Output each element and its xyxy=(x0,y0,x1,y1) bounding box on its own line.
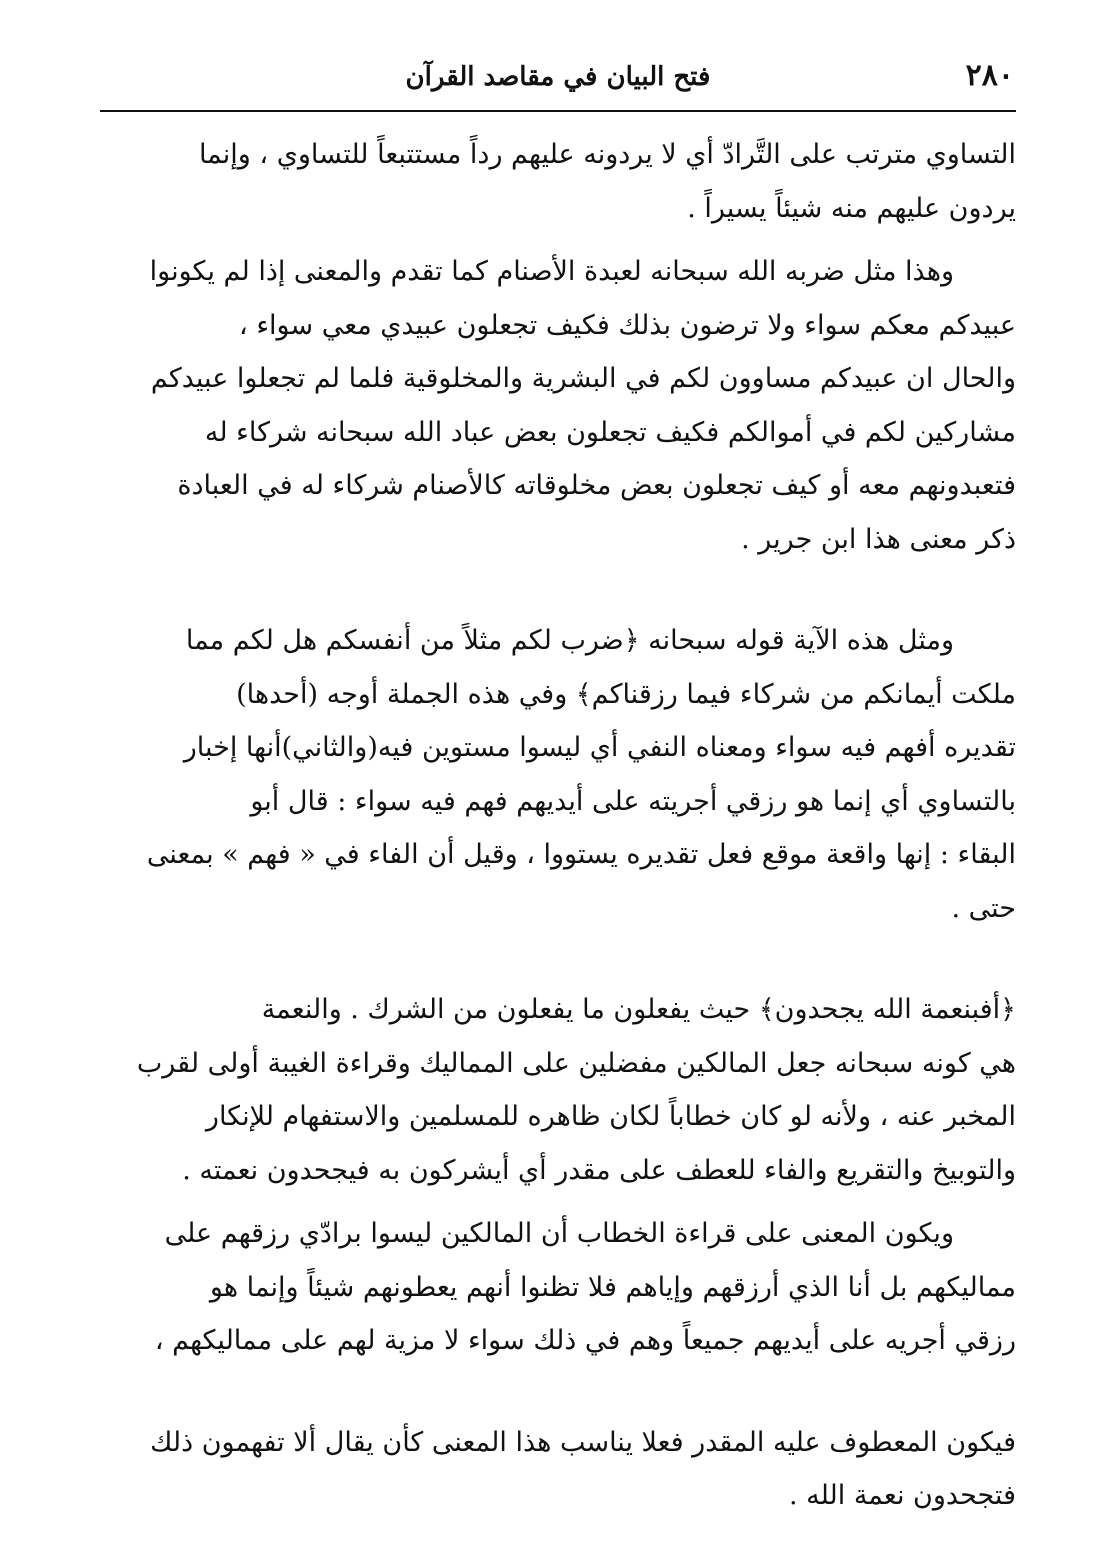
text-line: مماليكهم بل أنا الذي أرزقهم وإياهم فلا تظنوا أنهم يعطونهم شيئاً وإنما هو xyxy=(209,1271,1016,1303)
text-line: والحال ان عبيدكم مساوون لكم في البشرية والمخلوقية فلما لم تجعلوا عبيدكم xyxy=(150,363,1016,394)
text-line: مشاركين لكم في أموالكم فكيف تجعلون بعض عباد الله سبحانه شركاء له xyxy=(204,416,1016,448)
text-line: ومثل هذه الآية قوله سبحانه ﴿ضرب لكم مثلاً من أنفسكم هل لكم مما xyxy=(185,625,954,656)
text-line: هي كونه سبحانه جعل المالكين مفضلين على المماليك وقراءة الغيبة أولى لقرب xyxy=(136,1047,1016,1079)
paragraph xyxy=(100,1207,1016,1368)
text-line: حتى . xyxy=(951,892,1016,924)
body-text xyxy=(100,128,1016,1523)
text-line: فتجحدون نعمة الله . xyxy=(788,1480,1016,1511)
paragraph xyxy=(100,1416,1016,1523)
header-rule xyxy=(100,110,1016,112)
text-line: ملكت أيمانكم من شركاء فيما رزقناكم﴾ وفي هذه الجملة أوجه (أحدها) xyxy=(236,678,1016,710)
page-number: ٢٨٠ xyxy=(965,58,1014,93)
paragraph xyxy=(100,614,1016,935)
text-line: ﴿أفبنعمة الله يجحدون﴾ حيث يفعلون ما يفعلون من الشرك . والنعمة xyxy=(261,994,1016,1025)
paragraph xyxy=(100,245,1016,566)
text-line: والتوبيخ والتقريع والفاء للعطف على مقدر أي أيشركون به فيجحدون نعمته . xyxy=(182,1154,1016,1186)
text-line: فتعبدونهم معه أو كيف تجعلون بعض مخلوقاته كالأصنام شركاء له في العبادة xyxy=(177,470,1016,501)
text-line: فيكون المعطوف عليه المقدر فعلا يناسب هذا المعنى كأن يقال ألا تفهمون ذلك xyxy=(150,1426,1016,1458)
text-line: البقاء : إنها واقعة موقع فعل تقديره يستووا ، وقيل أن الفاء في « فهم » بمعنى xyxy=(146,839,1016,870)
text-line: بالتساوي أي إنما هو رزقي أجريته على أيديهم فهم فيه سواء : قال أبو xyxy=(250,785,1016,817)
text-line: عبيدكم معكم سواء ولا ترضون بذلك فكيف تجعلون عبيدي معي سواء ، xyxy=(239,309,1016,341)
paragraph xyxy=(100,128,1016,235)
text-line: تقديره أفهم فيه سواء ومعناه النفي أي ليسوا مستوين فيه(والثاني)أنها إخبار xyxy=(183,732,1016,763)
text-line: ذكر معنى هذا ابن جرير . xyxy=(741,523,1016,555)
running-title: فتح البيان في مقاصد القرآن xyxy=(405,62,711,92)
text-line: يردون عليهم منه شيئاً يسيراً . xyxy=(687,192,1016,224)
page-header xyxy=(100,50,1016,112)
text-line: وهذا مثل ضربه الله سبحانه لعبدة الأصنام كما تقدم والمعنى إذا لم يكونوا xyxy=(149,256,954,287)
text-line: المخبر عنه ، ولأنه لو كان خطاباً لكان ظاهره للمسلمين والاستفهام للإنكار xyxy=(205,1101,1016,1132)
paragraph xyxy=(100,983,1016,1197)
text-line: التساوي مترتب على التَّرادّ أي لا يردونه عليهم رداً مستتبعاً للتساوي ، وإنما xyxy=(198,139,1016,170)
text-line: ويكون المعنى على قراءة الخطاب أن المالكين ليسوا برادّي رزقهم على xyxy=(164,1218,954,1249)
text-line: رزقي أجريه على أيديهم جميعاً وهم في ذلك سواء لا مزية لهم على مماليكهم ، xyxy=(154,1325,1016,1356)
